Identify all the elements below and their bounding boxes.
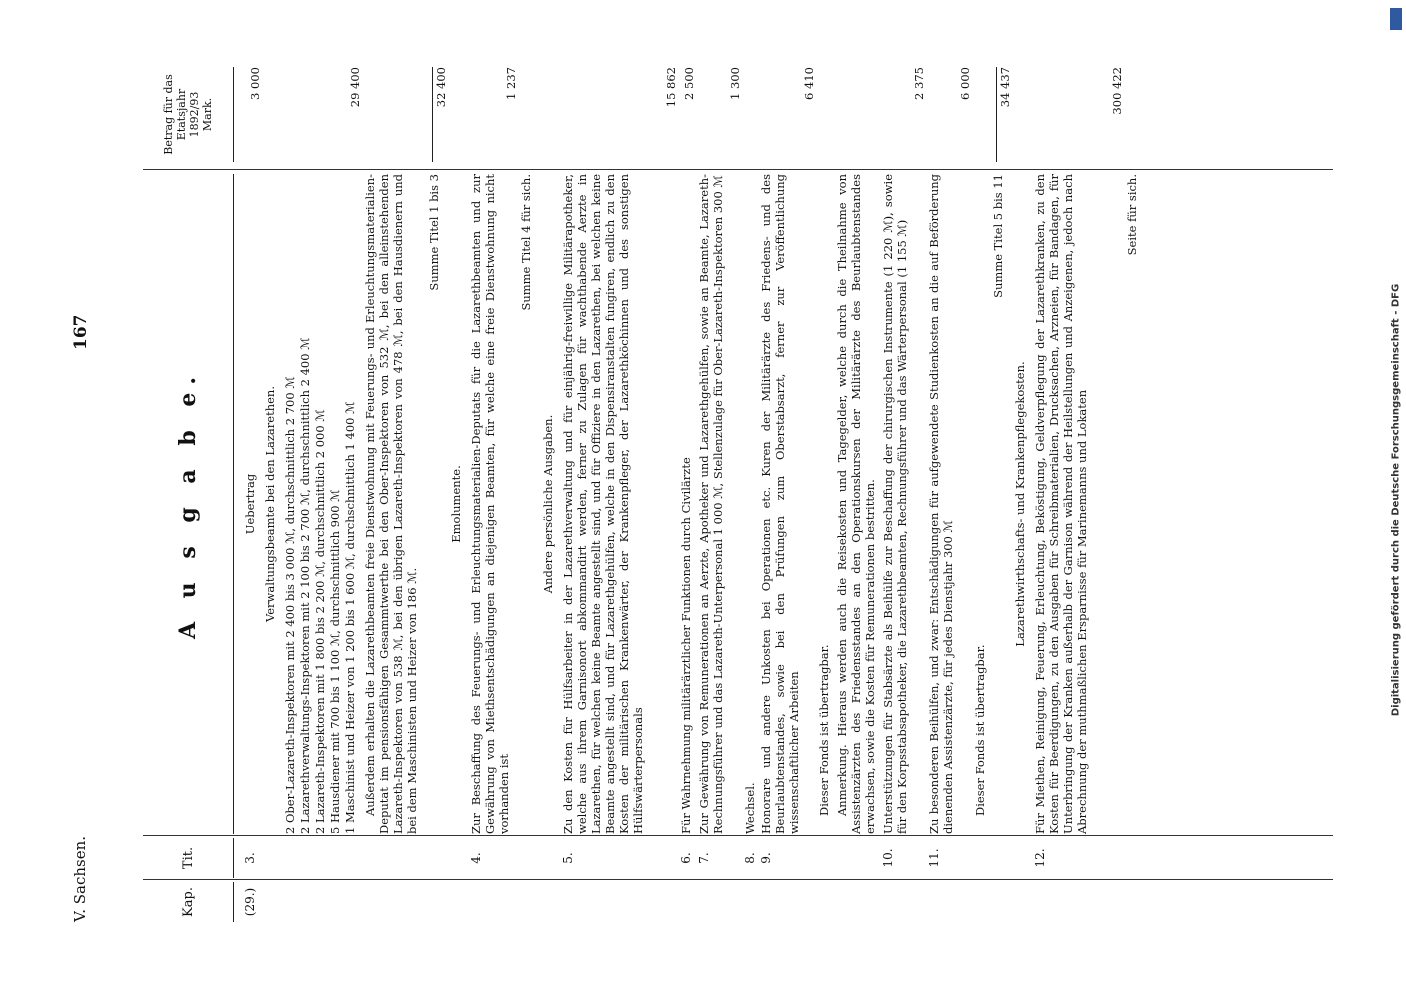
row-text: Dieser Fonds ist übertragbar. [817,644,831,816]
row-text: Unterstützungen für Stabsärzte als Beihülfe zur Beschaffung der chirurgischen Instrumente (1 220 ℳ), sowie für den Korpsstabsapotheker, die Lazarethbeamten, Rechnungsführer und das Wärterpersonal (1 155 ℳ) [881,174,909,834]
table-row [835,70,881,922]
row-text: 5 Hausdiener mit 700 bis 1 100 ℳ, durchschnittlich 900 ℳ [328,489,342,834]
row-amount: 300 422 [1110,67,1124,115]
title-number: 3. [243,852,257,864]
title-number: 5. [561,852,575,864]
table-row [343,67,363,922]
chapter-number: (29.) [243,887,257,917]
row-text: Summe Titel 5 bis 11 [991,174,1005,298]
table-row [541,70,561,922]
digitization-stamp [1388,8,1404,992]
row-text: Summe Titel 4 für sich. [519,174,533,311]
table-row [243,67,263,922]
table-row [679,67,697,922]
row-amount: 6 000 [958,67,972,100]
row-amount: 29 400 [348,67,362,108]
section-heading: V. Sachsen. [71,835,89,922]
row-text: Zur Beschaffung des Feuerungs- und Erleuchtungsmaterialien-Deputats für die Lazarethbeamten und zur Gewährung von Miethsentschädigungen an diejenigen Beamten, für welche eine freie Dienstwohnung nicht vorhanden ist [469,174,511,834]
column-amount-header [143,67,234,162]
row-amount: 1 300 [728,67,742,100]
row-amount: 34 437 [998,67,1012,108]
table-row [881,67,927,922]
row-text: 2 Ober-Lazareth-Inspektoren mit 2 400 bis 3 000 ℳ, durchschnittlich 2 700 ℳ [283,376,297,834]
title-number: 7. [697,852,711,864]
page-number: 167 [71,314,91,350]
row-text: Verwaltungsbeamte bei den Lazarethen. [263,386,277,622]
amount-unit-label: Mark. [201,97,214,132]
row-text: Dieser Fonds ist übertragbar. [973,644,987,816]
table-row [263,70,283,922]
row-text: Seite für sich. [1125,174,1139,256]
title-number: 10. [881,848,895,868]
table-row [313,70,328,922]
stamp-text: Digitalisierung gefördert durch die Deutsche Forschungsgemeinschaft - DFG [1390,283,1402,717]
table-row [743,70,759,922]
row-text: Zu besonderen Beihülfen, und zwar: Entschädigungen für aufgewendete Studienkosten an die auf Beförderung dienenden Assistenzärzte, für jedes Dienstjahr 300 ℳ [927,174,955,834]
title-number: 4. [469,852,483,864]
table-row [697,67,743,922]
row-text: Für Miethen, Reinigung, Feuerung, Erleuchtung, Beköstigung, Geldverpflegung der Lazarethkranken, zu den Kosten für Beerdigungen, zu den Ausgaben für Schreibmaterialien, Drucksachen, Arzneien, für Bandagen, für Unterbringung der Kranken außerhalb der Garnison während der Heilstellungen und Anzeigenen, jedoch nach Abrechnung der muthmaßlichen Ersparnisse für Marinemanns und Lokaten [1033,174,1089,834]
sum-rule [432,67,433,162]
table-row [973,70,991,922]
table-row [427,67,449,922]
row-text: Wechsel. [743,782,757,834]
title-number: 9. [759,852,773,864]
table-row [298,70,313,922]
row-text: Summe Titel 1 bis 3 [427,174,441,291]
amount-header-label: Betrag für das Etatsjahr 1892/93 [162,74,201,155]
table-row [283,70,298,922]
table-row [817,70,835,922]
document-page [53,50,1353,950]
row-text: Andere persönliche Ausgaben. [541,414,555,594]
row-text: Honorare und andere Unkosten bei Operationen etc. Kuren der Militärärzte des Friedens- und des Beurlaubtenstandes, sowie bei den Prüfungen zum Oberstabsarzt, ferner zur Veröffentlichung wissenschaftlicher Arbeiten [759,174,801,834]
sum-rule [996,67,997,162]
row-text: Lazarethwirthschafts- und Krankenpflegekosten. [1013,361,1027,647]
budget-table [143,67,1333,922]
row-text: Außerdem erhalten die Lazarethbeamten freie Dienstwohnung mit Feuerungs- und Erleuchtungsmaterialien-Deputat im pensionsfähigen Gesammtwerthe bei den Ober-Inspektoren von 532 ℳ, bei den alleinstehenden Lazareth-Inspektoren von 538 ℳ, bei den übrigen Lazareth-Inspektoren von 478 ℳ, bei den Hausdienern und bei dem Maschinisten und Heizer von 186 ℳ. [363,174,419,834]
column-kap-header: Kap. [143,882,234,922]
row-amount: 32 400 [434,67,448,108]
table-row [561,67,679,922]
title-number: 6. [679,852,693,864]
row-amount: 1 237 [504,67,518,100]
row-amount: 6 410 [802,67,816,100]
table-row [519,70,541,922]
table-row [927,67,973,922]
row-text: Uebertrag [243,473,257,535]
title-number: 8. [743,852,757,864]
table-row [449,70,469,922]
table-row [363,70,427,922]
row-text: Emolumente. [449,465,463,543]
row-amount: 2 375 [912,67,926,100]
row-text: 2 Lazarethverwaltungs-Inspektoren mit 2 100 bis 2 700 ℳ, durchschnittlich 2 400 ℳ [298,337,312,834]
row-amount: 15 862 [664,67,678,108]
row-text: 2 Lazareth-Inspektoren mit 1 800 bis 2 200 ℳ, durchschnittlich 2 000 ℳ [313,409,327,834]
row-text: Zu den Kosten für Hülfsarbeiter in der Lazarethverwaltung und für einjährig-freiwillige Militärapotheker, welche aus ihrem Garnisonort abkommandirt werden, ferner zu Zulagen für wachthabende Aerzte in Lazarethen, für welchen keine Beamte angestellt sind, und für Offiziere in den Lazarethen, bei welchen keine Beamte angestellt sind, und für Lazarethgehülfen, welche in den Dispensiranstalten fungiren, endlich zu den Kosten der militärischen Krankenwärter, der Krankenpfleger, der Lazarethköchinnen und des sonstigen Hülfswärterpersonals [561,174,645,834]
row-amount: 2 500 [682,67,696,100]
row-amount: 3 000 [248,67,262,100]
row-text: Zur Gewährung von Remunerationen an Aerzte, Apotheker und Lazarethgehülfen, sowie an Beamte, Lazareth-Rechnungsführer und das Lazareth-Unterpersonal 1 000 ℳ, Stellenzulage für Ober-Lazareth-Inspektoren 300 ℳ [697,174,725,834]
table-row [1033,67,1125,922]
title-number: 11. [927,848,941,868]
table-row [469,67,519,922]
table-row [991,67,1013,922]
table-row [1125,70,1145,922]
column-title-header: A u s g a b e. [143,174,234,834]
row-text: Anmerkung. Hieraus werden auch die Reisekosten und Tagegelder, welche durch die Theilnahme von Assistenzärzten des Friedensstandes an den Operationskursen der Militärärzte des Beurlaubtenstandes erwachsen, sowie die Kosten für Remunerationen bestritten. [835,174,877,834]
row-text: 1 Maschinist und Heizer von 1 200 bis 1 600 ℳ, durchschnittlich 1 400 ℳ [343,401,357,834]
column-tit-header: Tit. [143,838,234,878]
row-text: Für Wahrnehmung militärärztlicher Funktionen durch Civilärzte [679,457,693,834]
table-row [328,70,343,922]
title-number: 12. [1033,848,1047,868]
table-row [759,67,817,922]
table-row [1013,70,1033,922]
